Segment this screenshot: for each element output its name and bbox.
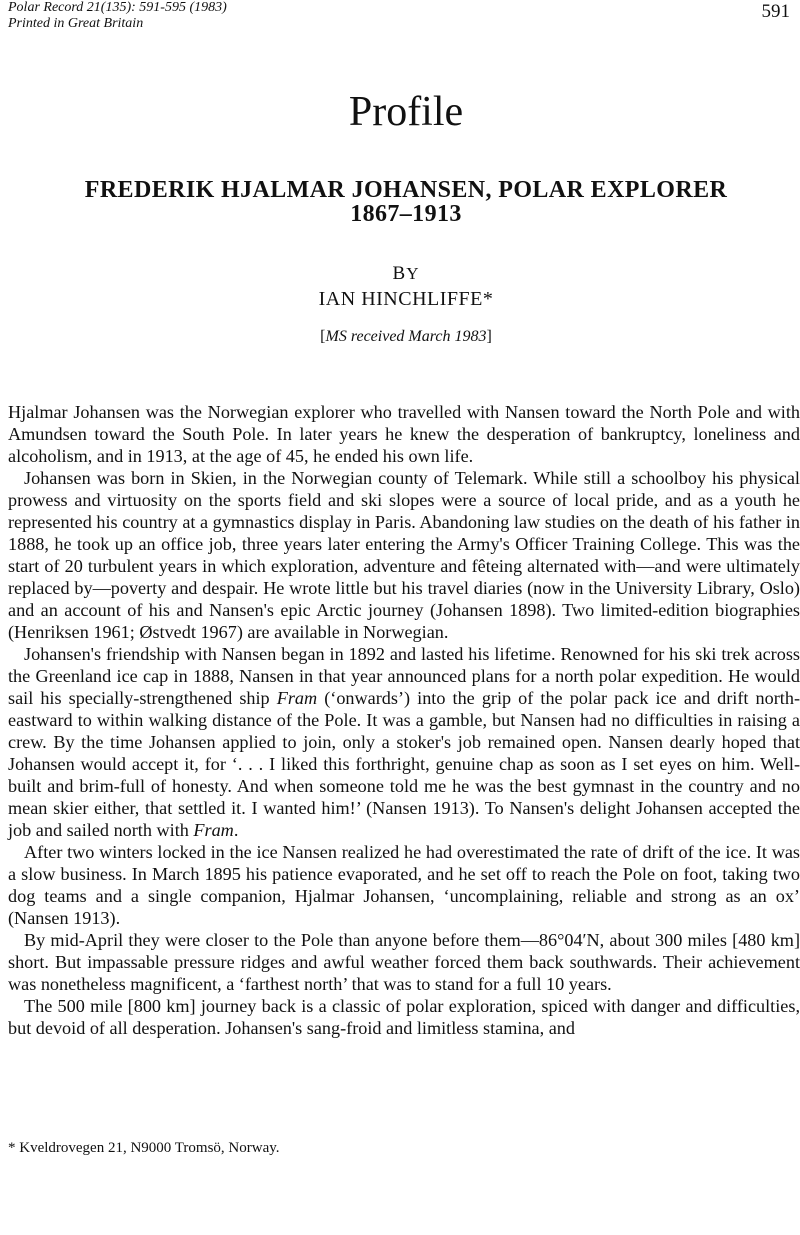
byline: [0, 263, 800, 285]
printed-note: Printed in Great Britain: [8, 16, 144, 31]
received-text: MS received March 1983: [325, 328, 487, 345]
journal-citation: Polar Record 21(135): 591-595 (1983): [8, 0, 227, 15]
page-number: 591: [761, 1, 790, 22]
paragraph-3-part-a: Johansen's friendship with Nansen began in 1892 and lasted his lifetime. Renowned for his ski trek across the Greenland ice cap in 1888, Nansen in that year announced plans for a north polar expedition. He would sail his specially-strengthened ship: [8, 644, 800, 708]
article-body: [8, 401, 800, 1039]
paragraph-3-part-c: .: [233, 820, 239, 840]
article-title-line-2: 1867–1913: [350, 201, 462, 227]
received-bracket-close: ]: [486, 328, 492, 345]
paragraph-4: After two winters locked in the ice Nansen realized he had overestimated the rate of drift of the ice. It was a slow business. In March 1895 his patience evaporated, and he set off to reach the Pole on foot, taking two dog teams and a single companion, Hjalmar Johansen, ‘uncomplaining, reliable and strong as an ox’ (Nansen 1913).: [8, 842, 800, 928]
byline-initial: B: [392, 263, 407, 284]
ship-name-fram: Fram: [276, 688, 318, 708]
ship-name-fram: Fram: [193, 820, 234, 840]
paragraph-5: By mid-April they were closer to the Pole than anyone before them—86°04′N, about 300 miles [480 km] short. But impassable pressure ridges and awful weather forced them back southwards. Their achievement was nonetheless magnificent, a ‘farthest north’ that was to stand for a full 10 years.: [8, 930, 800, 994]
article-title: [0, 178, 800, 226]
received-bracket-open: [: [320, 328, 326, 345]
running-head: [8, 0, 227, 32]
paragraph-6: The 500 mile [800 km] journey back is a classic of polar exploration, spiced with danger and difficulties, but devoid of all desperation. Johansen's sang-froid and limitless stamina, and: [8, 996, 800, 1038]
footnote: * Kveldrovegen 21, N9000 Tromsö, Norway.: [8, 1140, 280, 1156]
author-name: IAN HINCHLIFFE*: [318, 288, 494, 310]
byline-rest: Y: [406, 264, 420, 283]
received-note: [0, 328, 800, 346]
paragraph-3: [8, 643, 800, 841]
section-title: Profile: [348, 89, 464, 135]
paragraph-3-part-b: (‘onwards’) into the grip of the polar pack ice and drift north-eastward to within walking distance of the Pole. It was a gamble, but Nansen had no difficulties in raising a crew. By the time Johansen applied to join, only a stoker's job remained open. Nansen dearly hoped that Johansen would accept it, for ‘. . . I liked this forthright, genuine chap as soon as I set eyes on him. Well-built and brim-full of honesty. And when someone told me he was the best gymnast in the country and no mean skier either, that settled it. I wanted him!’ (Nansen 1913). To Nansen's delight Johansen accepted the job and sailed north with: [8, 688, 800, 840]
paragraph-1: Hjalmar Johansen was the Norwegian explorer who travelled with Nansen toward the North Pole and with Amundsen toward the South Pole. In later years he knew the desperation of bankruptcy, loneliness and alcoholism, and in 1913, at the age of 45, he ended his own life.: [8, 402, 800, 466]
article-title-line-1: FREDERIK HJALMAR JOHANSEN, POLAR EXPLORER: [84, 177, 728, 203]
paragraph-2: Johansen was born in Skien, in the Norwegian county of Telemark. While still a schoolboy his physical prowess and virtuosity on the sports field and ski slopes were a source of local pride, and as a youth he represented his country at a gymnastics display in Paris. Abandoning law studies on the death of his father in 1888, he took up an office job, three years later entering the Army's Officer Training College. This was the start of 20 turbulent years in which exploration, adventure and fêteing alternated with—and were ultimately replaced by—poverty and despair. He wrote little but his travel diaries (now in the University Library, Oslo) and an account of his and Nansen's epic Arctic journey (Johansen 1898). Two limited-edition biographies (Henriksen 1961; Østvedt 1967) are available in Norwegian.: [8, 468, 800, 642]
